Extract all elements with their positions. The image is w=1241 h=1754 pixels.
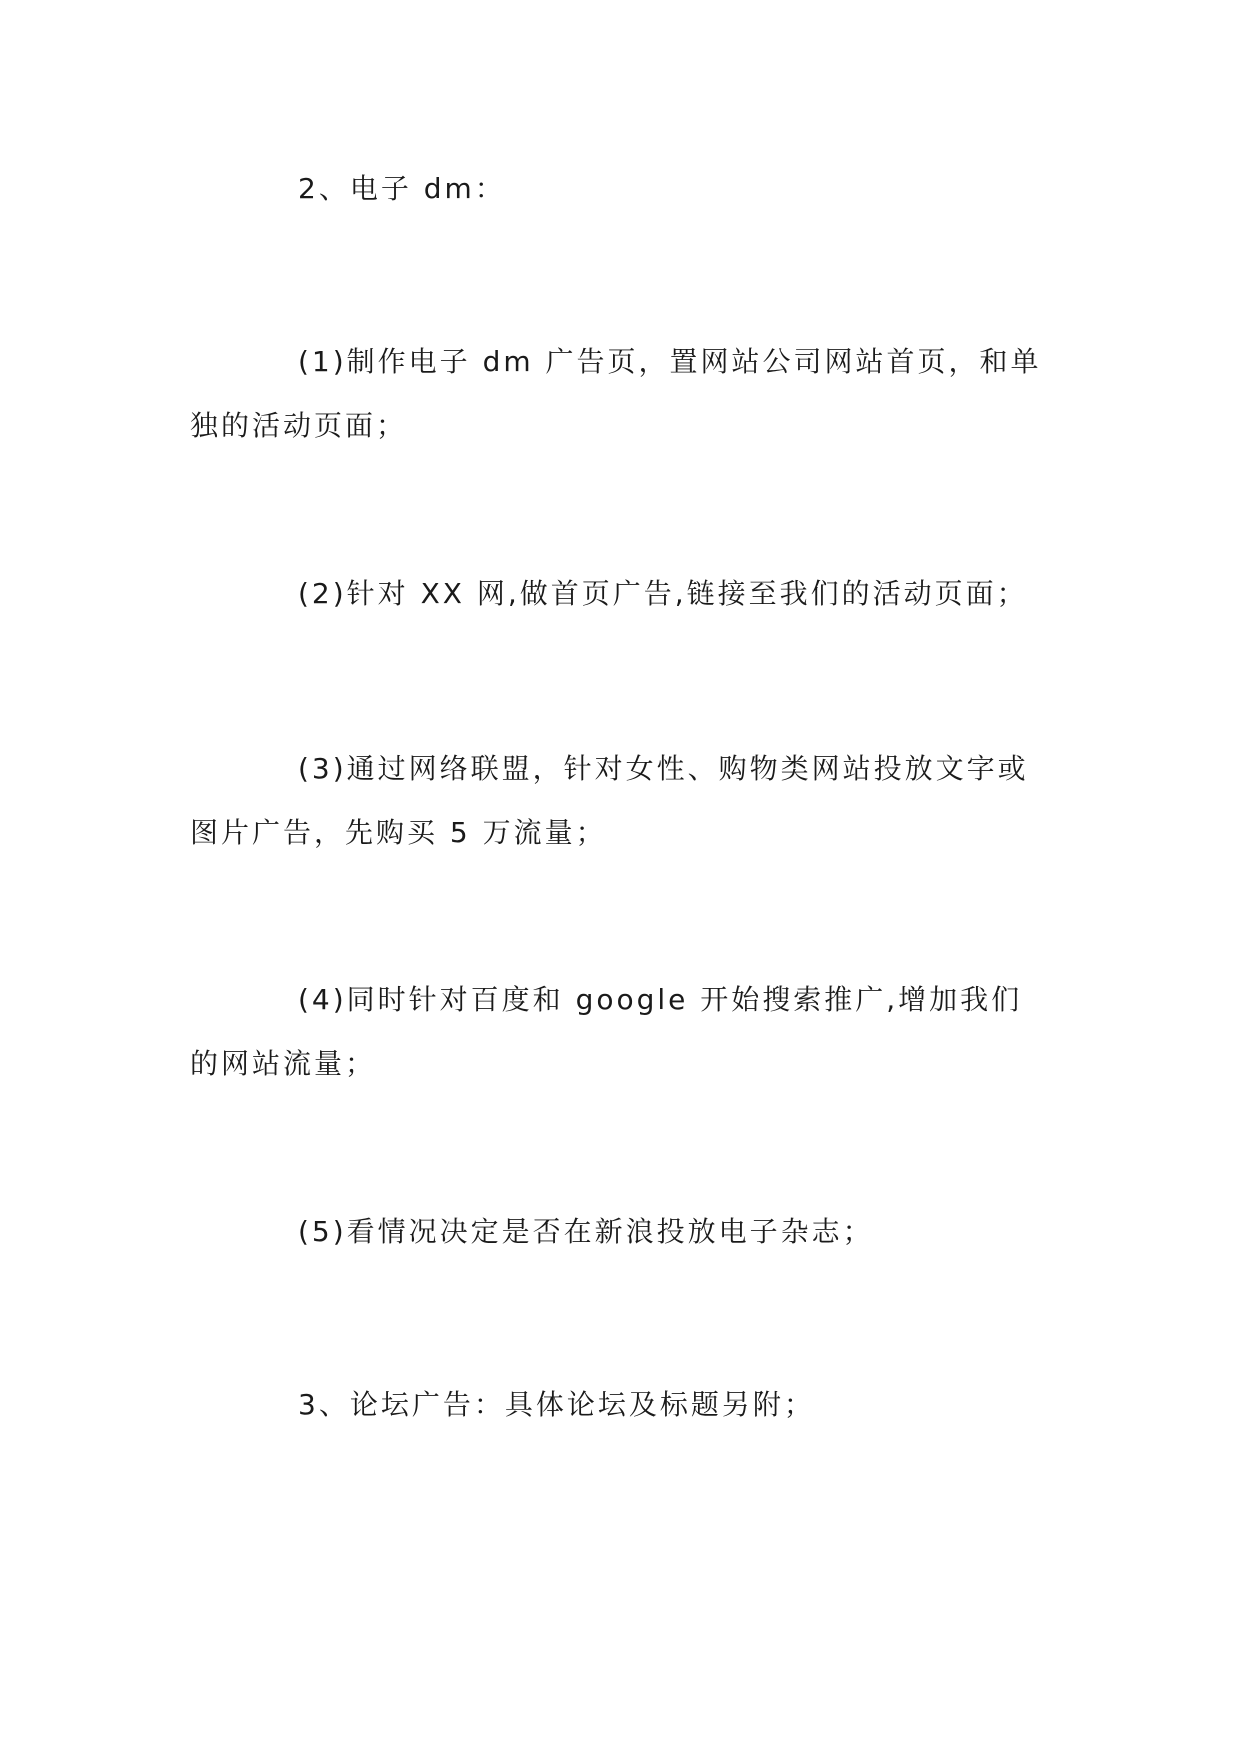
section-heading-electronic-dm: 2、电子 dm： [298,172,506,205]
list-item-2: (2)针对 XX 网,做首页广告,链接至我们的活动页面； [298,577,1028,610]
list-item-4: (4)同时针对百度和 google 开始搜索推广,增加我们的网站流量； [190,983,1023,1080]
section-heading-forum-ads: 3、论坛广告：具体论坛及标题另附； [298,1388,815,1421]
list-item-5: (5)看情况决定是否在新浪投放电子杂志； [298,1215,874,1248]
list-item-3: (3)通过网络联盟，针对女性、购物类网站投放文字或图片广告，先购买 5 万流量； [190,752,1029,849]
list-item-1: (1)制作电子 dm 广告页，置网站公司网站首页，和单独的活动页面； [190,345,1042,442]
